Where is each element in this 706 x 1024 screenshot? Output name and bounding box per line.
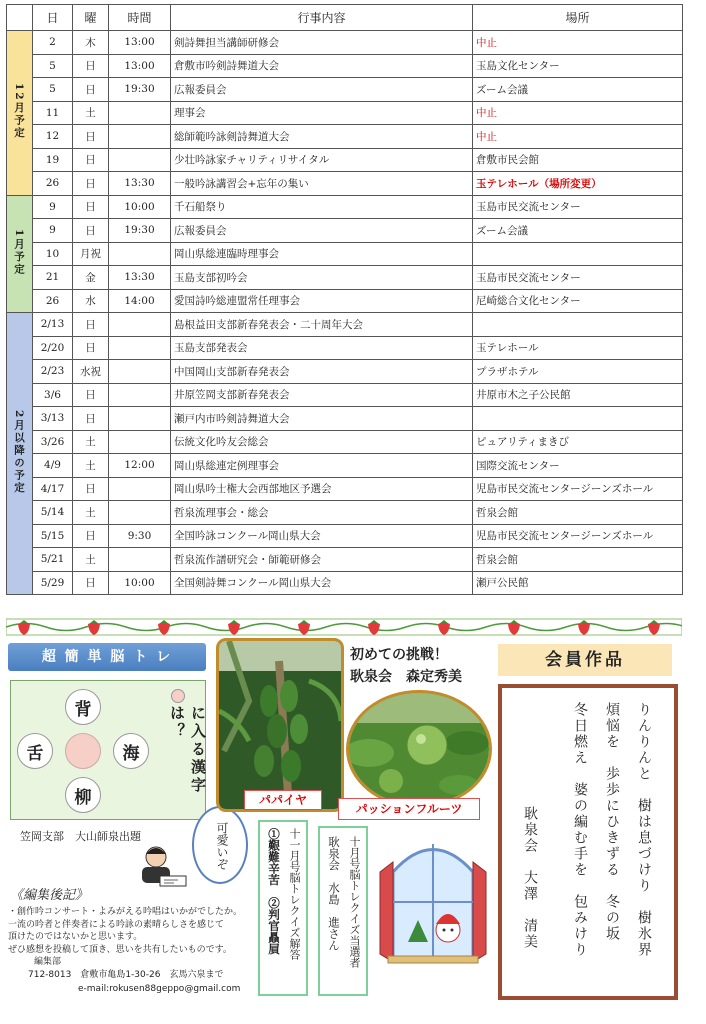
cell-time [109,148,171,172]
editor-title: 《編集後記》 [10,888,89,903]
cell-event: 伝統文化吟友会総会 [171,430,473,454]
teacher-illustration [130,842,192,892]
poem-line-3: 冬日燃え 婆の編む手を 包みけり [572,702,588,958]
cell-event: 島根益田支部新春発表会・二十周年大会 [171,313,473,337]
table-row [7,548,683,572]
cell-weekday: 土 [73,501,109,525]
passion-fruit-label: パッションフルーツ [338,798,480,820]
cell-time [109,125,171,149]
cell-event: 一般吟詠講習会+忘年の集い [171,172,473,196]
cell-time: 10:00 [109,195,171,219]
cell-event: 岡山県総連定例理事会 [171,454,473,478]
winner-title: 十月号脳トレクイズ当選者 [348,836,361,968]
table-row [7,313,683,337]
cell-weekday: 木 [73,31,109,55]
quiz-title-box [8,643,206,671]
cell-weekday: 日 [73,78,109,102]
cell-event: 瀬戸内市吟剣詩舞道大会 [171,407,473,431]
cell-place: 尼崎総合文化センター [473,289,683,313]
quiz-answer-box [258,820,308,996]
works-box [498,684,678,1000]
schedule-table [6,4,683,595]
cell-weekday: 日 [73,54,109,78]
table-row [7,571,683,595]
cell-date: 5/21 [33,548,73,572]
kanji-top: 背 [65,689,101,725]
cell-place [473,242,683,266]
cell-weekday: 日 [73,383,109,407]
cell-event: 中国岡山支部新春発表会 [171,360,473,384]
cell-place: 哲泉会館 [473,548,683,572]
cell-place: 倉敷市民会館 [473,148,683,172]
table-row [7,501,683,525]
cell-date: 12 [33,125,73,149]
kanji-left: 舌 [17,733,53,769]
table-row [7,125,683,149]
cell-place: 国際交流センター [473,454,683,478]
cell-time: 13:00 [109,54,171,78]
cell-event: 理事会 [171,101,473,125]
month-label [7,313,33,595]
cell-date: 3/6 [33,383,73,407]
cell-weekday: 月祝 [73,242,109,266]
cell-time [109,430,171,454]
cell-date: 9 [33,195,73,219]
month-label-text: 1月予定 [13,228,25,276]
speech-bubble [192,806,248,884]
quiz-author: 笠岡支部 大山師泉出題 [20,830,141,843]
cell-place: 玉テレホール（場所変更） [473,172,683,196]
cell-weekday: 日 [73,195,109,219]
cell-event: 岡山県総連臨時理事会 [171,242,473,266]
cell-weekday: 金 [73,266,109,290]
cell-place: 玉島文化センター [473,54,683,78]
month-label-text: 2月以降の予定 [13,409,25,495]
cell-weekday: 日 [73,172,109,196]
table-row [7,172,683,196]
works-title: 会員作品 [545,650,625,670]
header-weekday: 曜 [73,5,109,31]
cell-time [109,336,171,360]
works-title-box [498,644,672,676]
cell-time: 13:00 [109,31,171,55]
table-row [7,78,683,102]
editor-line: 一流の吟者と伴奏者による吟詠の素晴らしさを感じて [8,919,225,930]
cell-event: 千石船祭り [171,195,473,219]
cell-date: 4/9 [33,454,73,478]
poem-line-2: 煩悩を 歩歩にひきずる 冬の坂 [604,702,620,942]
cell-event: 愛国詩吟総連盟常任理事会 [171,289,473,313]
table-row [7,289,683,313]
cell-time: 19:30 [109,219,171,243]
strawberry-border [6,617,682,637]
cell-date: 2 [33,31,73,55]
cell-weekday: 水祝 [73,360,109,384]
cell-time [109,548,171,572]
cell-place: 児島市民交流センタージーンズホール [473,524,683,548]
poem-line-1: りんりんと 樹は息づけり 樹氷界 [636,702,652,958]
cell-event: 全国剣詩舞コンクール岡山県大会 [171,571,473,595]
cell-time [109,407,171,431]
cell-date: 5 [33,54,73,78]
answer-body: ①艱難辛苦 ②判官贔屓 [267,828,281,955]
cell-weekday: 土 [73,101,109,125]
cell-event: 哲泉流理事会・総会 [171,501,473,525]
cell-time: 13:30 [109,172,171,196]
quiz-title: 超 簡 単 脳 ト レ [41,649,173,665]
header-place: 場所 [473,5,683,31]
header-day: 日 [33,5,73,31]
cell-date: 21 [33,266,73,290]
cell-time: 9:30 [109,524,171,548]
cell-event: 玉島支部発表会 [171,336,473,360]
cell-place [473,313,683,337]
cell-time [109,477,171,501]
cell-weekday: 土 [73,548,109,572]
cell-time [109,501,171,525]
cell-event: 総師範吟詠剣詩舞道大会 [171,125,473,149]
cell-date: 5/29 [33,571,73,595]
table-row [7,454,683,478]
header-time: 時間 [109,5,171,31]
cell-weekday: 土 [73,454,109,478]
table-row [7,383,683,407]
cell-weekday: 土 [73,430,109,454]
quiz-box [10,680,206,820]
table-row [7,430,683,454]
month-label-text: 12月予定 [13,83,25,140]
table-row [7,477,683,501]
quiz-circle-mark [171,689,185,703]
kanji-right: 海 [113,733,149,769]
month-label [7,31,33,196]
table-row [7,31,683,55]
cell-date: 3/13 [33,407,73,431]
cell-event: 岡山県吟士権大会西部地区予選会 [171,477,473,501]
photo-heading-2: 耿泉会 森定秀美 [350,669,462,685]
bubble-text: 可愛いぞ [215,822,229,870]
table-row [7,242,683,266]
cell-event: 井原笠岡支部新春発表会 [171,383,473,407]
cell-date: 4/17 [33,477,73,501]
cell-event: 広報委員会 [171,219,473,243]
header-event: 行事内容 [171,5,473,31]
cell-date: 10 [33,242,73,266]
cell-weekday: 日 [73,148,109,172]
passion-fruit-photo [346,690,492,808]
cell-time: 14:00 [109,289,171,313]
cell-place: 児島市民交流センタージーンズホール [473,477,683,501]
cell-place: ズーム会議 [473,219,683,243]
editor-line: 頂けたのではないかと思います。 [8,932,143,942]
cell-weekday: 日 [73,336,109,360]
cell-event: 少壮吟詠家チャリティリサイタル [171,148,473,172]
cell-time: 13:30 [109,266,171,290]
table-row [7,524,683,548]
cell-place: 井原市木之子公民館 [473,383,683,407]
cell-place: 中止 [473,31,683,55]
papaya-photo [216,638,344,812]
cell-place: プラザホテル [473,360,683,384]
editor-notes [8,906,258,996]
cell-event: 玉島支部初吟会 [171,266,473,290]
cell-event: 剣詩舞担当講師研修会 [171,31,473,55]
cell-date: 5 [33,78,73,102]
cell-weekday: 水 [73,289,109,313]
cell-weekday: 日 [73,313,109,337]
table-row [7,195,683,219]
photo-heading-1: 初めての挑戦！ [350,647,448,663]
cell-place: 中止 [473,101,683,125]
table-header [7,5,683,31]
cell-date: 5/15 [33,524,73,548]
cell-date: 5/14 [33,501,73,525]
cell-place [473,407,683,431]
cell-time [109,101,171,125]
cell-place: ズーム会議 [473,78,683,102]
editor-dept: 編集部 [34,957,62,967]
cell-date: 26 [33,172,73,196]
table-row [7,360,683,384]
cell-time [109,383,171,407]
answer-title: 十一月号脳トレクイズ解答 [288,828,301,960]
cell-date: 19 [33,148,73,172]
cell-date: 11 [33,101,73,125]
table-row [7,266,683,290]
cell-place: 玉島市民交流センター [473,195,683,219]
papaya-label: パパイヤ [244,790,322,810]
cell-weekday: 日 [73,524,109,548]
cell-event: 広報委員会 [171,78,473,102]
cell-place: ピュアリティまきび [473,430,683,454]
winner-body: 耿泉会 水島 進さん [327,836,341,951]
cell-time [109,360,171,384]
editor-email: e-mail:rokusen88geppo@gmail.com [78,984,241,994]
cell-time [109,242,171,266]
cell-date: 26 [33,289,73,313]
cell-date: 2/13 [33,313,73,337]
cell-weekday: 日 [73,219,109,243]
cell-date: 2/23 [33,360,73,384]
cell-time: 10:00 [109,571,171,595]
table-row [7,148,683,172]
quiz-winner-box [318,826,368,996]
cell-event: 哲泉流作譜研究会・師範研修会 [171,548,473,572]
table-row [7,101,683,125]
kanji-center [65,733,101,769]
table-row [7,336,683,360]
cell-weekday: 日 [73,477,109,501]
cell-event: 倉敷市吟剣詩舞道大会 [171,54,473,78]
editor-line: ぜひ感想を投稿して頂き、思いを共有したいものです。 [8,944,232,955]
cell-place: 瀬戸公民館 [473,571,683,595]
cell-weekday: 日 [73,571,109,595]
cell-place: 玉テレホール [473,336,683,360]
cell-time: 12:00 [109,454,171,478]
table-row [7,54,683,78]
cell-time [109,313,171,337]
table-row [7,407,683,431]
kanji-bottom: 柳 [65,777,101,813]
editor-line: ・創作吟コンサート・よみがえる吟唱はいかがでしたか。 [8,907,243,917]
cell-date: 9 [33,219,73,243]
month-label [7,195,33,313]
cell-weekday: 日 [73,125,109,149]
cell-event: 全国吟詠コンクール岡山県大会 [171,524,473,548]
christmas-window-illustration [378,832,488,964]
cell-place: 玉島市民交流センター [473,266,683,290]
works-author: 耿泉会 大澤 清美 [522,806,538,950]
cell-weekday: 日 [73,407,109,431]
cell-place: 中止 [473,125,683,149]
table-row [7,219,683,243]
quiz-question: に入る漢字は？ [168,705,207,795]
cell-date: 2/20 [33,336,73,360]
cell-date: 3/26 [33,430,73,454]
editor-address: 712-8013 倉敷市亀島1-30-26 玄馬六泉まで [28,969,224,980]
cell-time: 19:30 [109,78,171,102]
cell-place: 哲泉会館 [473,501,683,525]
